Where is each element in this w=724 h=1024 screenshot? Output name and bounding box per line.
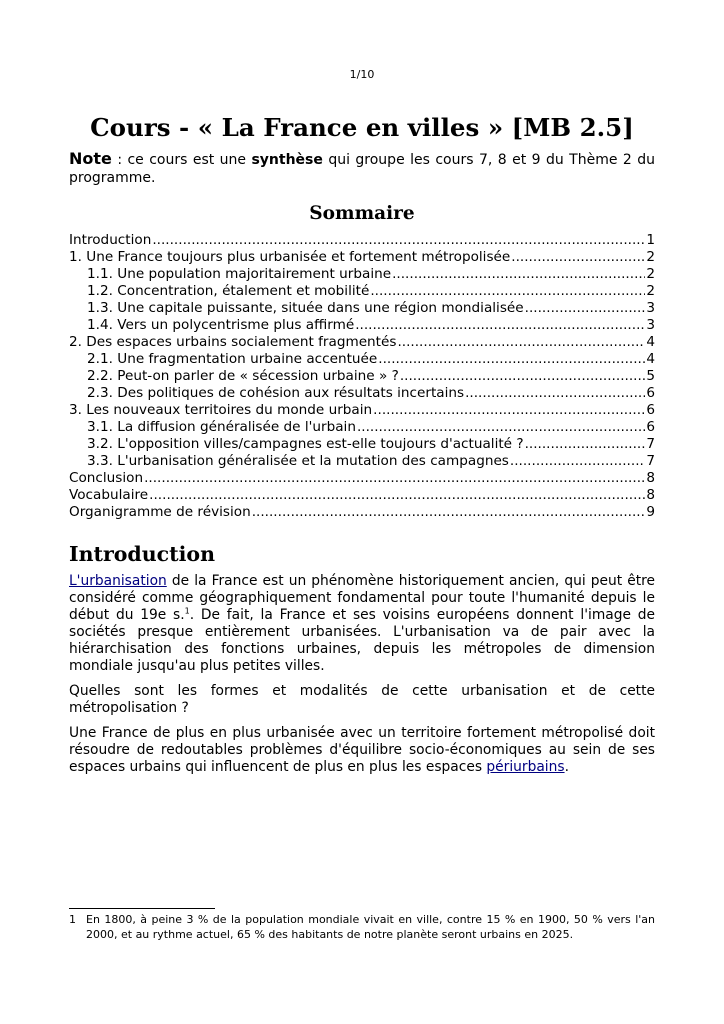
page-number: 1/10 bbox=[349, 68, 375, 81]
toc-entry[interactable] bbox=[69, 351, 655, 368]
toc-entry-label: 2.1. Une fragmentation urbaine accentuée bbox=[87, 351, 378, 367]
toc-entry[interactable] bbox=[69, 368, 655, 385]
toc-entry-label: Conclusion bbox=[69, 470, 144, 486]
toc-entry-page: 6 bbox=[646, 419, 655, 435]
footnote-number: 1 bbox=[69, 913, 76, 926]
footnote-text: En 1800, à peine 3 % de la population mondiale vivait en ville, contre 15 % en 1900, 50 % vers l'an 2000, et au rythme actuel, 65 % des habitants de notre planète seront urbains en 2025. bbox=[86, 913, 655, 941]
toc-entry[interactable] bbox=[69, 334, 655, 351]
toc-entry-label: 1.4. Vers un polycentrisme plus affirmé bbox=[87, 317, 355, 333]
intro-p1-text-b: . De fait, la France et ses voisins européens donnent l'image de sociétés presque entièrement urbanisées. L'urbanisation va de pair avec la hiérarchisation des fonctions urbaines, depuis les métropoles de dimension mondiale jusqu'au plus petites villes. bbox=[69, 607, 656, 674]
toc-entry-page: 7 bbox=[646, 436, 655, 452]
toc-entry[interactable] bbox=[69, 487, 655, 504]
toc-entry-page: 3 bbox=[646, 317, 655, 333]
toc-entry-page: 6 bbox=[646, 385, 655, 401]
toc-entry-label: 2.3. Des politiques de cohésion aux résultats incertains bbox=[87, 385, 465, 401]
intro-paragraph-1 bbox=[69, 573, 655, 675]
toc-entry-label: 3.3. L'urbanisation généralisée et la mutation des campagnes bbox=[87, 453, 509, 469]
toc-leader-dots bbox=[252, 504, 646, 521]
toc-leader-dots bbox=[144, 470, 645, 487]
toc-entry-page: 2 bbox=[646, 249, 655, 265]
toc-entry-label: 3.1. La diffusion généralisée de l'urbain bbox=[87, 419, 356, 435]
toc-entry-label: 3. Les nouveaux territoires du monde urbain bbox=[69, 402, 373, 418]
toc-entry-page: 5 bbox=[646, 368, 655, 384]
toc-leader-dots bbox=[355, 317, 645, 334]
toc-leader-dots bbox=[373, 402, 645, 419]
toc-entry[interactable] bbox=[69, 504, 655, 521]
toc-leader-dots bbox=[397, 334, 645, 351]
toc-entry-label: 3.2. L'opposition villes/campagnes est-elle toujours d'actualité ? bbox=[87, 436, 524, 452]
toc-entry[interactable] bbox=[69, 232, 655, 249]
page-content bbox=[69, 112, 655, 784]
document-title: Cours - « La France en villes » [MB 2.5] bbox=[90, 113, 634, 142]
note-text-after: qui groupe les cours 7, 8 et 9 du Thème 2 du programme. bbox=[69, 152, 655, 186]
toc-leader-dots bbox=[392, 266, 645, 283]
toc-entry-page: 2 bbox=[646, 283, 655, 299]
toc-entry-label: Organigramme de révision bbox=[69, 504, 251, 520]
toc-leader-dots bbox=[400, 368, 646, 385]
toc-entry[interactable] bbox=[69, 436, 655, 453]
toc-entry[interactable] bbox=[69, 300, 655, 317]
footnote-reference[interactable]: 1 bbox=[184, 606, 190, 616]
footnote-separator bbox=[69, 908, 215, 909]
toc-entry-label: 1.2. Concentration, étalement et mobilité bbox=[87, 283, 370, 299]
toc-entry-page: 4 bbox=[646, 351, 655, 367]
toc-entry[interactable] bbox=[69, 470, 655, 487]
toc-leader-dots bbox=[525, 300, 646, 317]
toc-entry[interactable] bbox=[69, 385, 655, 402]
toc-entry-label: Introduction bbox=[69, 232, 152, 248]
toc-entry-label: 1. Une France toujours plus urbanisée et fortement métropolisée bbox=[69, 249, 511, 265]
toc-entry-page: 4 bbox=[646, 334, 655, 350]
toc-leader-dots bbox=[357, 419, 645, 436]
toc-entry-page: 1 bbox=[646, 232, 655, 248]
toc-heading: Sommaire bbox=[309, 203, 415, 224]
toc-entry-page: 6 bbox=[646, 402, 655, 418]
toc-leader-dots bbox=[152, 232, 645, 249]
toc-leader-dots bbox=[511, 249, 645, 266]
introduction-heading: Introduction bbox=[69, 542, 215, 566]
intro-p1-text-a: de la France est un phénomène historiquement ancien, qui peut être considéré comme géographiquement fondamental pour toute l'humanité depuis le début du 19e s. bbox=[69, 573, 655, 623]
toc-leader-dots bbox=[465, 385, 645, 402]
toc-entry-label: 1.3. Une capitale puissante, située dans une région mondialisée bbox=[87, 300, 524, 316]
toc-entry[interactable] bbox=[69, 317, 655, 334]
toc-entry-label: 2. Des espaces urbains socialement fragmentés bbox=[69, 334, 397, 350]
toc-entry-page: 8 bbox=[646, 487, 655, 503]
toc-entry[interactable] bbox=[69, 453, 655, 470]
toc-entry[interactable] bbox=[69, 249, 655, 266]
toc-entry-label: 1.1. Une population majoritairement urbaine bbox=[87, 266, 392, 282]
toc-entry-label: 2.2. Peut-on parler de « sécession urbaine » ? bbox=[87, 368, 399, 384]
periurbains-link[interactable]: périurbains bbox=[486, 759, 565, 775]
toc-entry[interactable] bbox=[69, 266, 655, 283]
note-paragraph bbox=[69, 150, 655, 187]
intro-p3-end: . bbox=[564, 759, 569, 775]
toc-leader-dots bbox=[370, 283, 645, 300]
toc-leader-dots bbox=[510, 453, 645, 470]
intro-paragraph-3 bbox=[69, 725, 655, 776]
toc-entry[interactable] bbox=[69, 419, 655, 436]
table-of-contents bbox=[69, 232, 655, 521]
note-text-before: : ce cours est une bbox=[111, 152, 252, 168]
toc-entry-page: 9 bbox=[646, 504, 655, 520]
toc-leader-dots bbox=[149, 487, 645, 504]
toc-entry-page: 8 bbox=[646, 470, 655, 486]
toc-leader-dots bbox=[525, 436, 646, 453]
toc-entry-page: 2 bbox=[646, 266, 655, 282]
footnote bbox=[69, 912, 655, 942]
toc-entry[interactable] bbox=[69, 402, 655, 419]
urbanisation-link[interactable]: L'urbanisation bbox=[69, 573, 167, 589]
toc-entry-page: 3 bbox=[646, 300, 655, 316]
note-bold-word: synthèse bbox=[251, 152, 323, 168]
intro-p3-text: Une France de plus en plus urbanisée avec un territoire fortement métropolisé doit résoudre de redoutables problèmes d'équilibre socio-économiques au sein de ses espaces urbains qui influencent de plus en plus les espaces bbox=[69, 725, 655, 775]
toc-entry-label: Vocabulaire bbox=[69, 487, 149, 503]
toc-leader-dots bbox=[378, 351, 645, 368]
toc-entry[interactable] bbox=[69, 283, 655, 300]
toc-entry-page: 7 bbox=[646, 453, 655, 469]
intro-paragraph-2: Quelles sont les formes et modalités de cette urbanisation et de cette métropolisation ? bbox=[69, 683, 655, 716]
note-label: Note bbox=[69, 149, 112, 168]
